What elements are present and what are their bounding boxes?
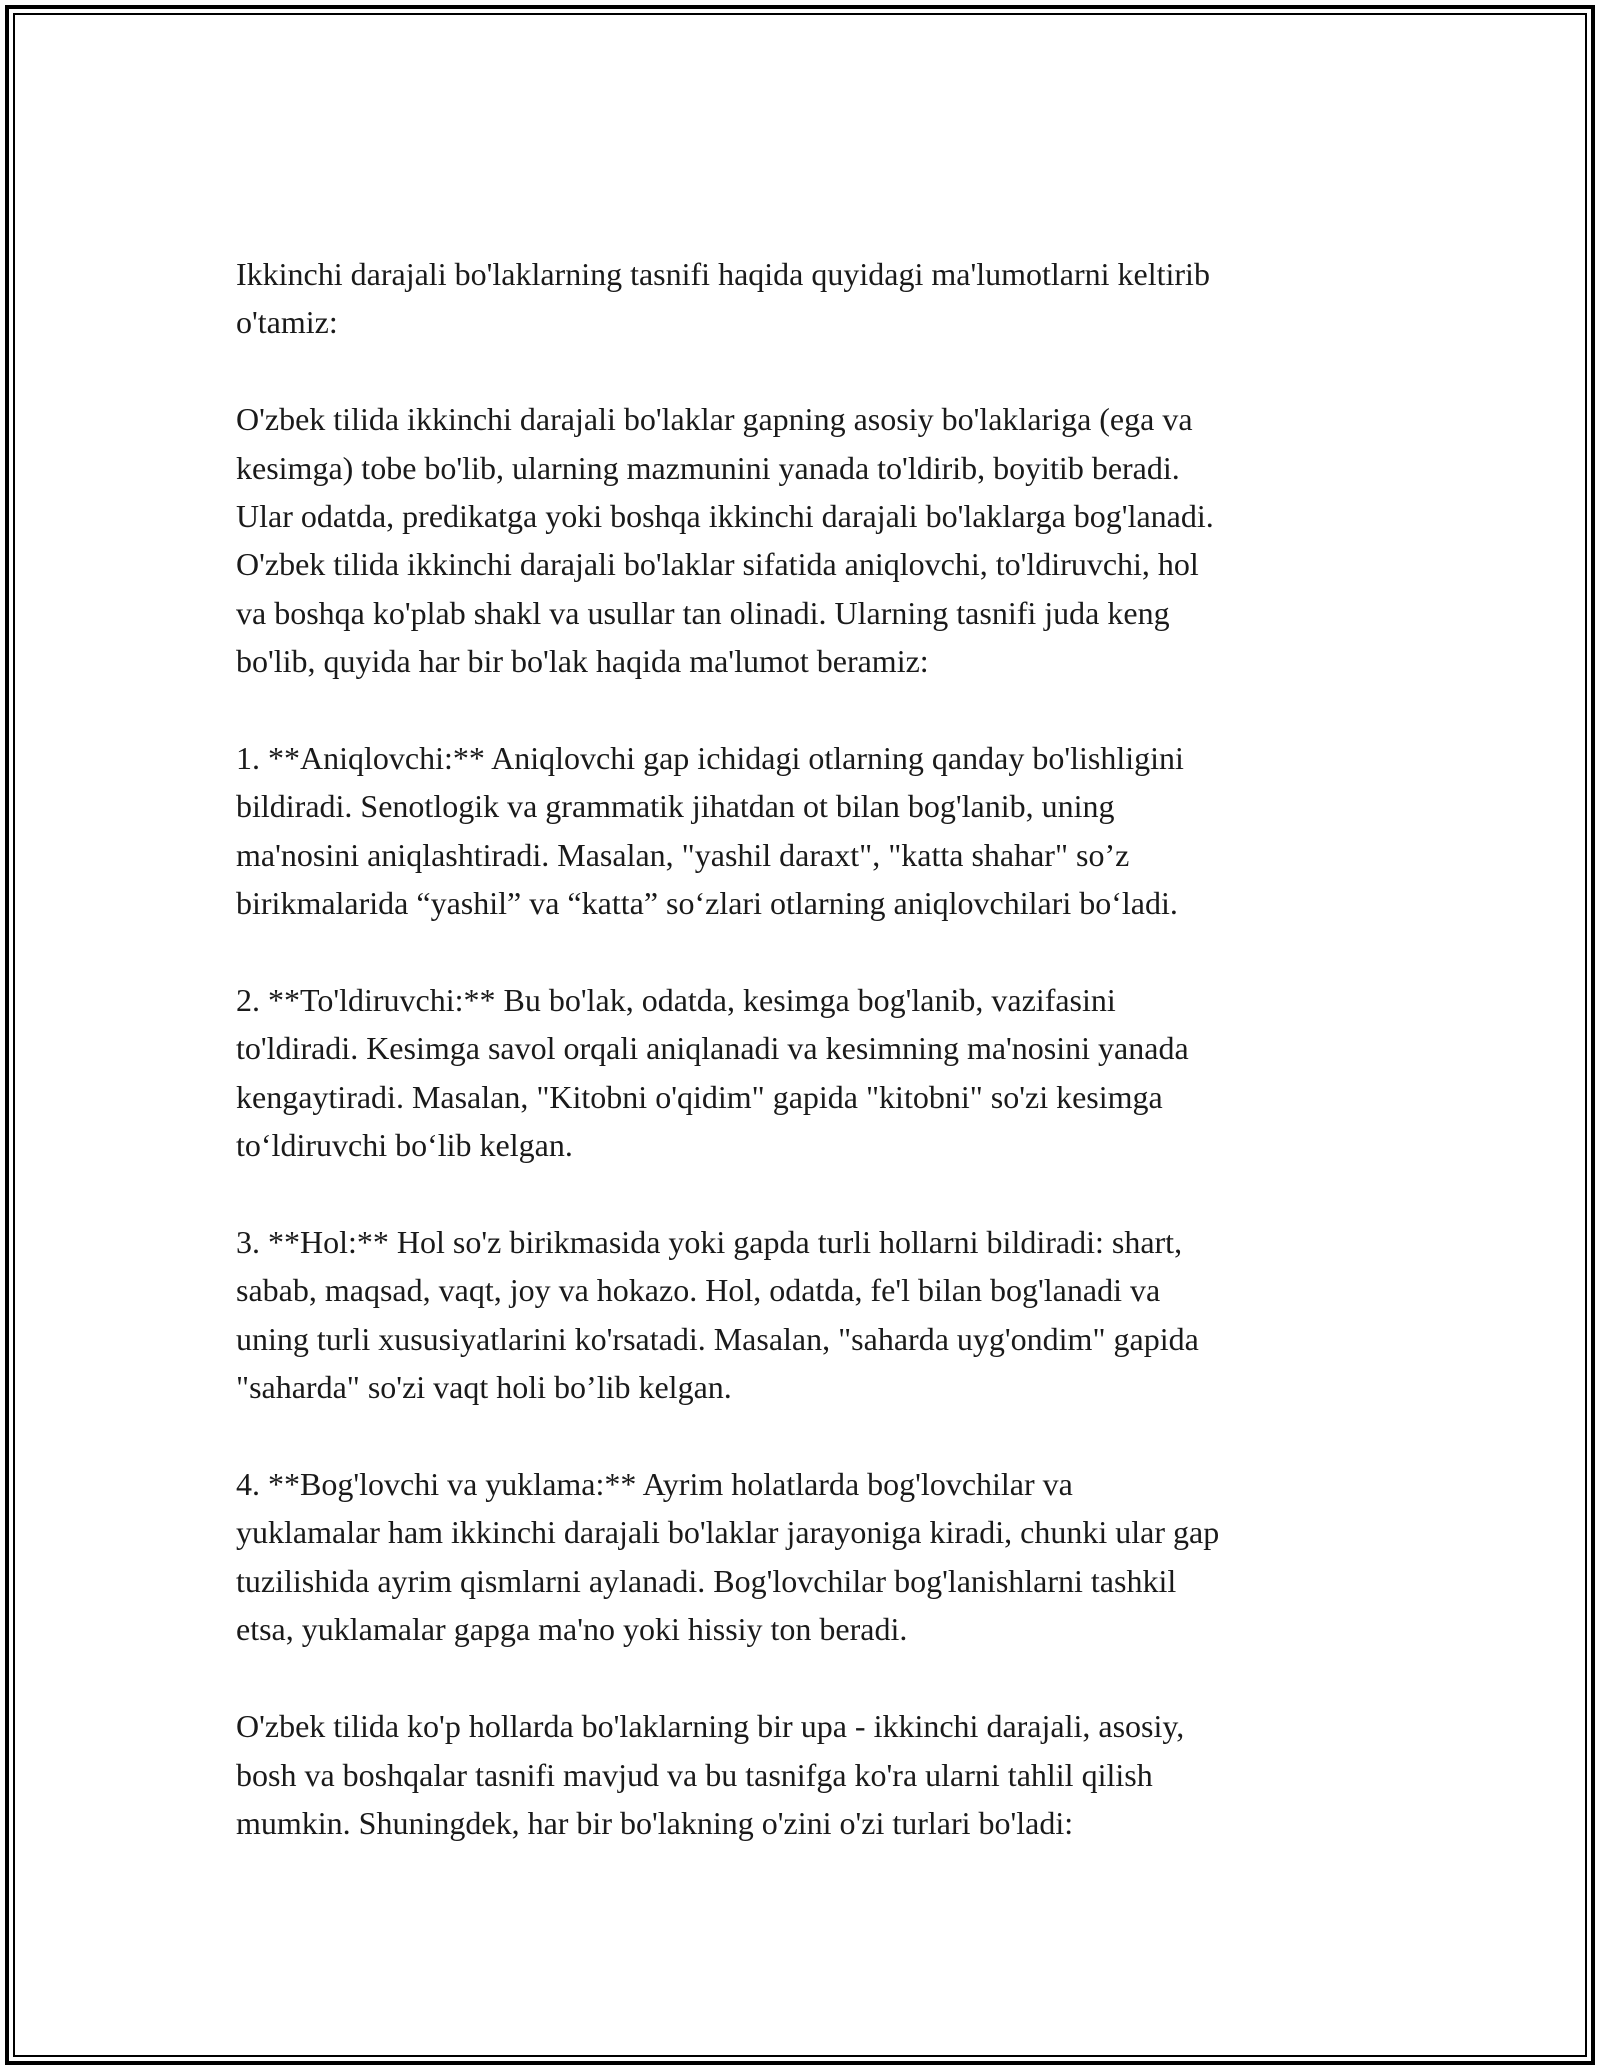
text-line: bosh va boshqalar tasnifi mavjud va bu tasnifga ko'ra ularni tahlil qilish xyxy=(236,1756,1153,1793)
text-line: O'zbek tilida ikkinchi darajali bo'laklar gapning asosiy bo'laklariga (ega va xyxy=(236,401,1193,438)
text-line: kengaytiradi. Masalan, "Kitobni o'qidim" gapida "kitobni" so'zi kesimga xyxy=(236,1078,1163,1115)
text-line: o'tamiz: xyxy=(236,304,338,341)
text-line: O'zbek tilida ikkinchi darajali bo'laklar sifatida aniqlovchi, to'ldiruvchi, hol xyxy=(236,546,1199,583)
document-body xyxy=(236,250,1386,1847)
text-line: tuzilishida ayrim qismlarni aylanadi. Bog'lovchilar bog'lanishlarni tashkil xyxy=(236,1562,1177,1599)
paragraph-conclusion xyxy=(236,1702,1386,1847)
text-line: Ikkinchi darajali bo'laklarning tasnifi haqida quyidagi ma'lumotlarni keltirib xyxy=(236,256,1210,292)
text-line: O'zbek tilida ko'p hollarda bo'laklarning bir upa - ikkinchi darajali, asosiy, xyxy=(236,1708,1185,1745)
paragraph-intro xyxy=(236,250,1386,347)
text-line: va boshqa ko'plab shakl va usullar tan olinadi. Ularning tasnifi juda keng xyxy=(236,594,1170,631)
text-line: ma'nosini aniqlashtiradi. Masalan, "yashil daraxt", "katta shahar" so’z xyxy=(236,836,1130,873)
text-line: etsa, yuklamalar gapga ma'no yoki hissiy ton beradi. xyxy=(236,1611,908,1648)
text-line: 1. **Aniqlovchi:** Aniqlovchi gap ichidagi otlarning qanday bo'lishligini xyxy=(236,740,1184,777)
paragraph-item-boglovchi xyxy=(236,1460,1386,1654)
text-line: to'ldiradi. Kesimga savol orqali aniqlanadi va kesimning ma'nosini yanada xyxy=(236,1030,1189,1067)
text-line: mumkin. Shuningdek, har bir bo'lakning o'zini o'zi turlari bo'ladi: xyxy=(236,1804,1074,1841)
text-line: uning turli xususiyatlarini ko'rsatadi. Masalan, "saharda uyg'ondim" gapida xyxy=(236,1320,1199,1357)
text-line: yuklamalar ham ikkinchi darajali bo'laklar jarayoniga kiradi, chunki ular gap xyxy=(236,1514,1220,1551)
paragraph-item-toldiruvchi xyxy=(236,976,1386,1170)
text-line: 3. **Hol:** Hol so'z birikmasida yoki gapda turli hollarni bildiradi: shart, xyxy=(236,1224,1183,1261)
paragraph-item-aniqlovchi xyxy=(236,734,1386,928)
text-line: bildiradi. Senotlogik va grammatik jihatdan ot bilan bog'lanib, uning xyxy=(236,788,1115,825)
text-line: 2. **To'ldiruvchi:** Bu bo'lak, odatda, kesimga bog'lanib, vazifasini xyxy=(236,982,1116,1019)
text-line: birikmalarida “yashil” va “katta” so‘zlari otlarning aniqlovchilari bo‘ladi. xyxy=(236,885,1178,922)
paragraph-overview xyxy=(236,395,1386,685)
text-line: Ular odatda, predikatga yoki boshqa ikkinchi darajali bo'laklarga bog'lanadi. xyxy=(236,498,1214,535)
text-line: to‘ldiruvchi bo‘lib kelgan. xyxy=(236,1127,573,1164)
paragraph-item-hol xyxy=(236,1218,1386,1412)
text-line: kesimga) tobe bo'lib, ularning mazmunini yanada to'ldirib, boyitib beradi. xyxy=(236,449,1180,486)
text-line: "saharda" so'zi vaqt holi bo’lib kelgan. xyxy=(236,1369,732,1406)
text-line: sabab, maqsad, vaqt, joy va hokazo. Hol, odatda, fe'l bilan bog'lanadi va xyxy=(236,1272,1161,1309)
text-line: 4. **Bog'lovchi va yuklama:** Ayrim holatlarda bog'lovchilar va xyxy=(236,1466,1073,1503)
text-line: bo'lib, quyida har bir bo'lak haqida ma'lumot beramiz: xyxy=(236,643,929,680)
